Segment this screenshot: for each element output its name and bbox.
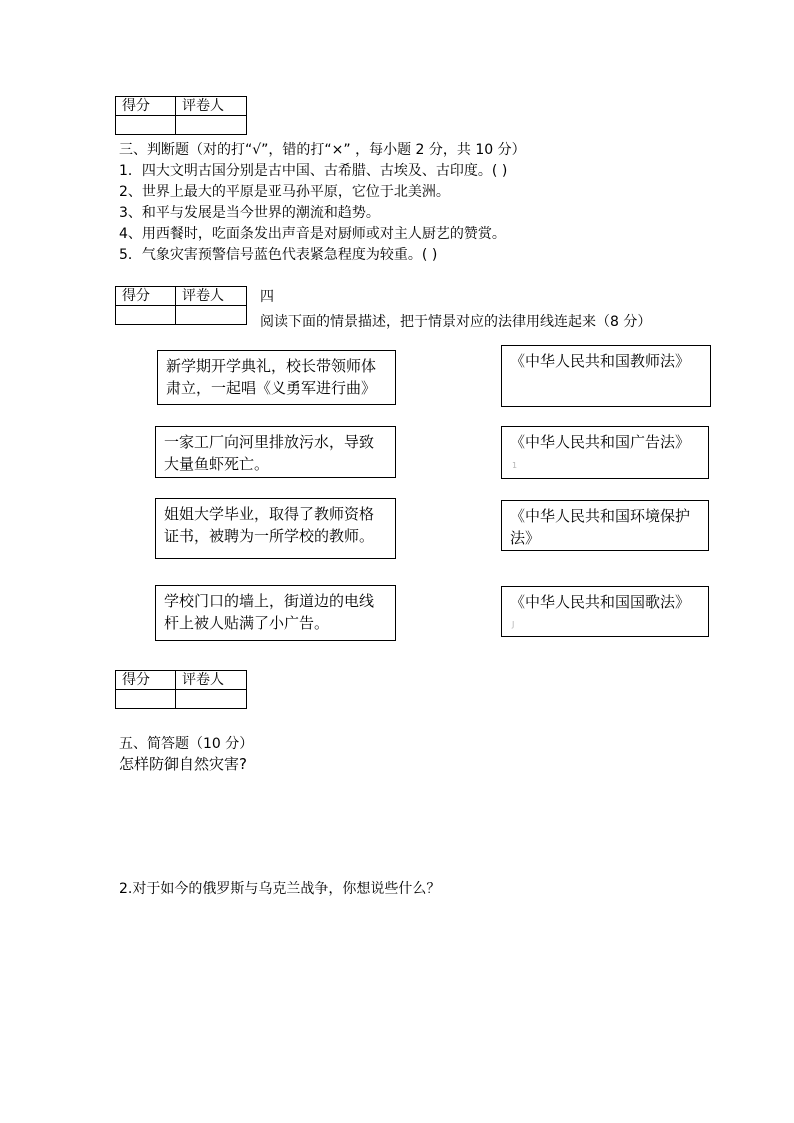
score-table-3 — [115, 670, 247, 709]
scenario-box-3[interactable]: 姐姐大学毕业，取得了教师资格证书，被聘为一所学校的教师。 — [155, 498, 396, 559]
section3-question-1: 1．四大文明古国分别是古中国、古希腊、古埃及、古印度。( ) — [119, 163, 508, 179]
section3-question-5: 5．气象灾害预警信号蓝色代表紧急程度为较重。( ) — [119, 247, 438, 263]
scenario-box-2[interactable]: 一家工厂向河里排放污水，导致大量鱼虾死亡。 — [155, 426, 396, 478]
grader-cell[interactable] — [176, 116, 247, 135]
stray-mark-1: 1 — [512, 461, 518, 470]
stray-mark-2: J — [512, 620, 515, 629]
scenario-box-1[interactable]: 新学期开学典礼，校长带领师体肃立，一起唱《义勇军进行曲》 — [157, 350, 396, 405]
score-cell[interactable] — [116, 306, 176, 325]
score-cell[interactable] — [116, 116, 176, 135]
section3-question-2: 2、世界上最大的平原是亚马孙平原，它位于北美洲。 — [119, 184, 450, 200]
score-table-2 — [115, 286, 247, 325]
section5-title: 五、简答题（10 分） — [119, 736, 254, 752]
grader-header: 评卷人 — [176, 671, 247, 690]
grader-header: 评卷人 — [176, 97, 247, 116]
score-table-1 — [115, 96, 247, 135]
section5-question-1: 怎样防御自然灾害? — [119, 755, 247, 773]
grader-header: 评卷人 — [176, 287, 247, 306]
score-header: 得分 — [116, 671, 176, 690]
scenario-box-4[interactable]: 学校门口的墙上，街道边的电线杆上被人贴满了小广告。 — [155, 585, 396, 641]
section4-number: 四 — [260, 289, 274, 305]
law-box-advertising[interactable]: 《中华人民共和国广告法》 — [501, 426, 709, 479]
score-cell[interactable] — [116, 690, 176, 709]
grader-cell[interactable] — [176, 306, 247, 325]
section5-question-2: 2.对于如今的俄罗斯与乌克兰战争，你想说些什么？ — [119, 881, 441, 897]
section3-title: 三、判断题（对的打“√”，错的打“×” ，每小题 2 分，共 10 分） — [119, 142, 526, 158]
section3-question-4: 4、用西餐时，吃面条发出声音是对厨师或对主人厨艺的赞赏。 — [119, 226, 506, 242]
law-box-teachers[interactable]: 《中华人民共和国教师法》 — [501, 345, 711, 407]
section3-question-3: 3、和平与发展是当今世界的潮流和趋势。 — [119, 205, 380, 221]
grader-cell[interactable] — [176, 690, 247, 709]
law-box-environment[interactable]: 《中华人民共和国环境保护法》 — [501, 500, 709, 551]
law-box-anthem[interactable]: 《中华人民共和国国歌法》 — [501, 586, 709, 637]
score-header: 得分 — [116, 97, 176, 116]
section4-instruction: 阅读下面的情景描述，把于情景对应的法律用线连起来（8 分） — [260, 314, 652, 330]
score-header: 得分 — [116, 287, 176, 306]
